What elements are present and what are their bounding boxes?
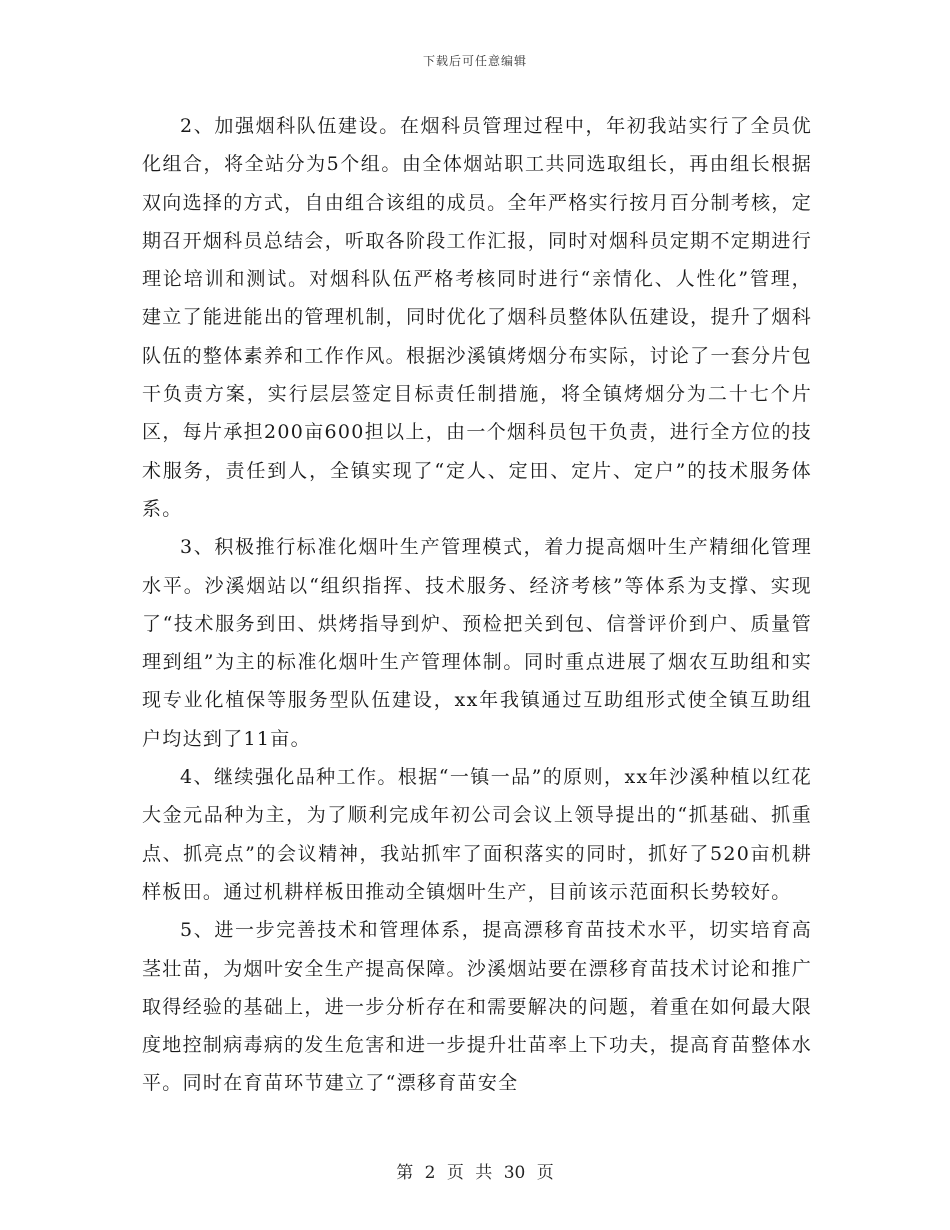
paragraph-team-building: 2、加强烟科队伍建设。在烟科员管理过程中，年初我站实行了全员优化组合，将全站分为5个组。由全体烟站职工共同选取组长，再由组长根据双向选择的方式，自由组合该组的成员。全年严格实行按月百分制考核，定期召开烟科员总结会，听取各阶段工作汇报，同时对烟科员定期不定期进行理论培训和测试。对烟科队伍严格考核同时进行“亲情化、人性化”管理，建立了能进能出的管理机制，同时优化了烟科员整体队伍建设，提升了烟科队伍的整体素养和工作作风。根据沙溪镇烤烟分布实际，讨论了一套分片包干负责方案，实行层层签定目标责任制措施，将全镇烤烟分为二十七个片区，每片承担200亩600担以上，由一个烟科员包干负责，进行全方位的技术服务，责任到人，全镇实现了“定人、定田、定片、定户”的技术服务体系。 (142, 115, 812, 520)
document-body (142, 107, 812, 1103)
page-number-footer: 第 2 页 共 30 页 (396, 1163, 554, 1183)
paragraph-variety-work: 4、继续强化品种工作。根据“一镇一品”的原则，xx年沙溪种植以红花大金元品种为主，为了顺利完成年初公司会议上领导提出的“抓基础、抓重点、抓亮点”的会议精神，我站抓牢了面积落实的同时，抓好了520亩机耕样板田。通过机耕样板田推动全镇烟叶生产，目前该示范面积长势较好。 (142, 766, 812, 903)
page-header: 下载后可任意编辑 (422, 54, 527, 68)
paragraph-seedling-technology: 5、进一步完善技术和管理体系，提高漂移育苗技术水平，切实培育高茎壮苗，为烟叶安全生产提高保障。沙溪烟站要在漂移育苗技术讨论和推广取得经验的基础上，进一步分析存在和需要解决的问题，着重在如何最大限度地控制病毒病的发生危害和进一步提升壮苗率上下功夫，提高育苗整体水平。同时在育苗环节建立了“漂移育苗安全 (142, 919, 812, 1095)
paragraph-standardized-management: 3、积极推行标准化烟叶生产管理模式，着力提高烟叶生产精细化管理水平。沙溪烟站以“组织指挥、技术服务、经济考核”等体系为支撑、实现了“技术服务到田、烘烤指导到炉、预检把关到包、信誉评价到户、质量管理到组”为主的标准化烟叶生产管理体制。同时重点进展了烟农互助组和实现专业化植保等服务型队伍建设，xx年我镇通过互助组形式使全镇互助组户均达到了11亩。 (142, 536, 812, 750)
